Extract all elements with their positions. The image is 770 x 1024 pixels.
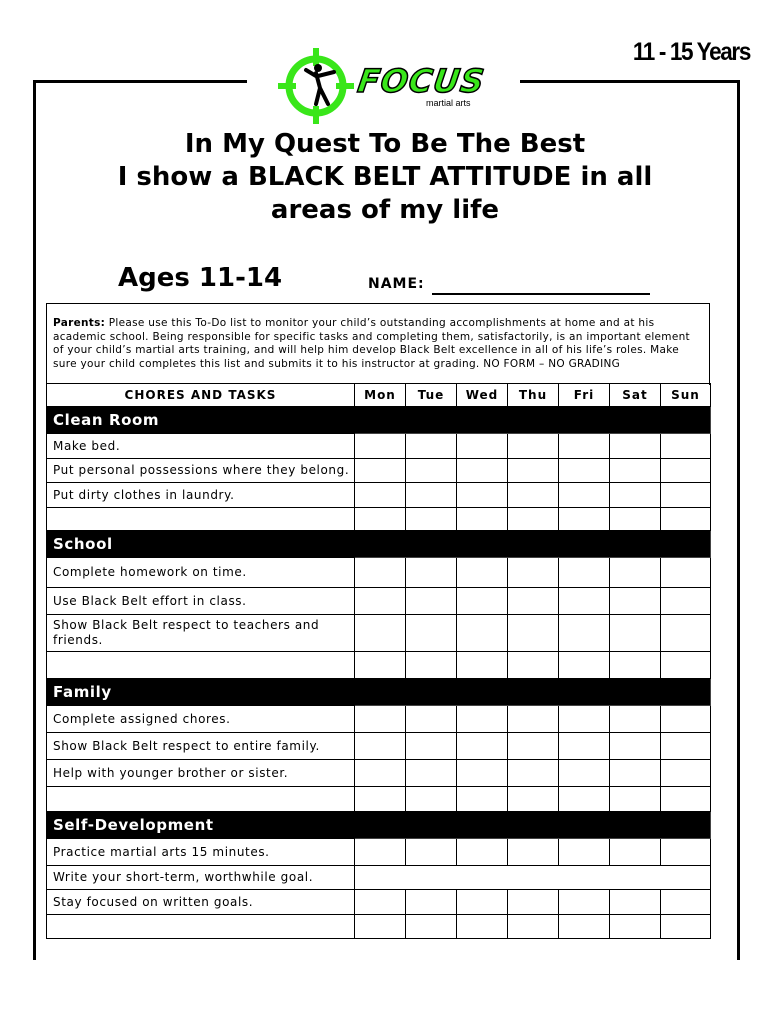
check-cell-thu[interactable]	[508, 915, 559, 939]
check-cell-fri[interactable]	[559, 839, 610, 866]
check-cell-sat[interactable]	[610, 839, 661, 866]
check-cell-wed[interactable]	[457, 558, 508, 588]
check-cell-tue[interactable]	[406, 890, 457, 915]
check-cell-sat[interactable]	[610, 615, 661, 652]
check-cell-fri[interactable]	[559, 733, 610, 760]
check-cell-sun[interactable]	[661, 915, 711, 939]
check-cell-mon[interactable]	[355, 558, 406, 588]
check-cell-tue[interactable]	[406, 508, 457, 531]
check-cell-wed[interactable]	[457, 508, 508, 531]
check-cell-sun[interactable]	[661, 787, 711, 812]
section-title: Family	[47, 679, 355, 706]
check-cell-fri[interactable]	[559, 459, 610, 483]
check-cell-wed[interactable]	[457, 706, 508, 733]
check-cell-mon[interactable]	[355, 508, 406, 531]
table-row	[47, 890, 711, 915]
check-cell-thu[interactable]	[508, 459, 559, 483]
logo-subtitle: martial arts	[426, 98, 471, 108]
frame-top-right	[520, 80, 740, 83]
section-title: Self-Development	[47, 812, 355, 839]
frame-right	[737, 80, 740, 960]
table-row	[47, 760, 711, 787]
check-cell-tue[interactable]	[406, 652, 457, 679]
name-label: NAME:	[368, 276, 425, 292]
check-cell-sun[interactable]	[661, 508, 711, 531]
day-header-mon: Mon	[355, 384, 406, 407]
headline-line-3: areas of my life	[270, 195, 500, 225]
table-row	[47, 839, 711, 866]
table-row	[47, 588, 711, 615]
check-cell-sun[interactable]	[661, 459, 711, 483]
check-cell-sat[interactable]	[610, 890, 661, 915]
check-cell-sun[interactable]	[661, 483, 711, 508]
table-row	[47, 483, 711, 508]
goal-write-area[interactable]	[355, 866, 711, 890]
table-row	[47, 915, 711, 939]
section-fill	[355, 679, 711, 706]
check-cell-mon[interactable]	[355, 483, 406, 508]
check-cell-thu[interactable]	[508, 558, 559, 588]
check-cell-sat[interactable]	[610, 483, 661, 508]
check-cell-tue[interactable]	[406, 434, 457, 459]
task-label: Complete homework on time.	[47, 558, 355, 588]
check-cell-fri[interactable]	[559, 588, 610, 615]
check-cell-fri[interactable]	[559, 652, 610, 679]
check-cell-sat[interactable]	[610, 787, 661, 812]
check-cell-sun[interactable]	[661, 839, 711, 866]
check-cell-thu[interactable]	[508, 483, 559, 508]
ages-label: Ages 11-14	[118, 263, 283, 293]
check-cell-mon[interactable]	[355, 459, 406, 483]
check-cell-tue[interactable]	[406, 915, 457, 939]
headline-line-1: In My Quest To Be The Best	[184, 129, 586, 159]
chores-table	[46, 383, 711, 939]
task-label[interactable]	[47, 787, 355, 812]
parents-instructions	[53, 317, 703, 371]
task-label: Help with younger brother or sister.	[47, 760, 355, 787]
check-cell-tue[interactable]	[406, 760, 457, 787]
check-cell-thu[interactable]	[508, 588, 559, 615]
table-row	[47, 434, 711, 459]
check-cell-sun[interactable]	[661, 890, 711, 915]
crosshair-martial-artist-icon	[276, 46, 356, 126]
parents-box-right	[709, 303, 710, 385]
task-label[interactable]	[47, 652, 355, 679]
check-cell-wed[interactable]	[457, 915, 508, 939]
task-label[interactable]	[47, 508, 355, 531]
check-cell-sun[interactable]	[661, 615, 711, 652]
check-cell-thu[interactable]	[508, 787, 559, 812]
check-cell-sun[interactable]	[661, 706, 711, 733]
section-title: School	[47, 531, 355, 558]
table-row	[47, 459, 711, 483]
parents-box-left	[46, 303, 47, 385]
check-cell-sat[interactable]	[610, 915, 661, 939]
check-cell-mon[interactable]	[355, 787, 406, 812]
check-cell-sat[interactable]	[610, 434, 661, 459]
task-label[interactable]	[47, 915, 355, 939]
task-label: Make bed.	[47, 434, 355, 459]
check-cell-thu[interactable]	[508, 733, 559, 760]
check-cell-tue[interactable]	[406, 839, 457, 866]
table-row	[47, 508, 711, 531]
table-row	[47, 615, 711, 652]
check-cell-sat[interactable]	[610, 588, 661, 615]
section-fill	[355, 812, 711, 839]
section-fill	[355, 407, 711, 434]
day-header-fri: Fri	[559, 384, 610, 407]
check-cell-sat[interactable]	[610, 652, 661, 679]
check-cell-mon[interactable]	[355, 915, 406, 939]
check-cell-thu[interactable]	[508, 508, 559, 531]
check-cell-wed[interactable]	[457, 733, 508, 760]
check-cell-sat[interactable]	[610, 706, 661, 733]
check-cell-wed[interactable]	[457, 760, 508, 787]
chores-header: CHORES AND TASKS	[47, 384, 355, 407]
headline-line-2: I show a BLACK BELT ATTITUDE in all	[117, 162, 653, 192]
table-row	[47, 652, 711, 679]
table-row	[47, 733, 711, 760]
check-cell-sat[interactable]	[610, 508, 661, 531]
check-cell-fri[interactable]	[559, 706, 610, 733]
check-cell-fri[interactable]	[559, 558, 610, 588]
frame-top-left	[33, 80, 247, 83]
check-cell-sun[interactable]	[661, 733, 711, 760]
check-cell-tue[interactable]	[406, 706, 457, 733]
check-cell-tue[interactable]	[406, 558, 457, 588]
check-cell-wed[interactable]	[457, 615, 508, 652]
check-cell-mon[interactable]	[355, 839, 406, 866]
check-cell-mon[interactable]	[355, 890, 406, 915]
check-cell-tue[interactable]	[406, 588, 457, 615]
check-cell-sun[interactable]	[661, 652, 711, 679]
check-cell-thu[interactable]	[508, 760, 559, 787]
section-row-clean-room	[47, 407, 711, 434]
check-cell-fri[interactable]	[559, 483, 610, 508]
focus-logo	[270, 48, 500, 124]
age-range-label: 11 - 15 Years	[632, 38, 750, 66]
day-header-wed: Wed	[457, 384, 508, 407]
day-header-sun: Sun	[661, 384, 711, 407]
check-cell-thu[interactable]	[508, 706, 559, 733]
check-cell-thu[interactable]	[508, 615, 559, 652]
check-cell-sun[interactable]	[661, 760, 711, 787]
parents-label: Parents:	[53, 317, 106, 329]
check-cell-sat[interactable]	[610, 459, 661, 483]
check-cell-tue[interactable]	[406, 483, 457, 508]
frame-left	[33, 80, 36, 960]
section-row-self-development	[47, 812, 711, 839]
check-cell-sat[interactable]	[610, 558, 661, 588]
check-cell-mon[interactable]	[355, 652, 406, 679]
task-label: Practice martial arts 15 minutes.	[47, 839, 355, 866]
check-cell-fri[interactable]	[559, 787, 610, 812]
table-header-row	[47, 384, 711, 407]
check-cell-fri[interactable]	[559, 434, 610, 459]
task-label: Complete assigned chores.	[47, 706, 355, 733]
table-row	[47, 706, 711, 733]
check-cell-fri[interactable]	[559, 890, 610, 915]
table-row	[47, 866, 711, 890]
check-cell-mon[interactable]	[355, 706, 406, 733]
check-cell-thu[interactable]	[508, 652, 559, 679]
check-cell-sun[interactable]	[661, 588, 711, 615]
check-cell-mon[interactable]	[355, 434, 406, 459]
check-cell-sun[interactable]	[661, 434, 711, 459]
table-row	[47, 787, 711, 812]
check-cell-wed[interactable]	[457, 483, 508, 508]
check-cell-thu[interactable]	[508, 839, 559, 866]
check-cell-wed[interactable]	[457, 652, 508, 679]
task-label: Put personal possessions where they belong.	[47, 459, 355, 483]
check-cell-sat[interactable]	[610, 733, 661, 760]
task-label: Show Black Belt respect to teachers and friends.	[47, 615, 355, 652]
check-cell-wed[interactable]	[457, 839, 508, 866]
parents-box-top	[46, 303, 710, 304]
check-cell-thu[interactable]	[508, 890, 559, 915]
check-cell-tue[interactable]	[406, 615, 457, 652]
check-cell-mon[interactable]	[355, 733, 406, 760]
table-row	[47, 558, 711, 588]
check-cell-thu[interactable]	[508, 434, 559, 459]
task-label: Write your short-term, worthwhile goal.	[47, 866, 355, 890]
check-cell-wed[interactable]	[457, 459, 508, 483]
check-cell-wed[interactable]	[457, 890, 508, 915]
section-fill	[355, 531, 711, 558]
section-row-family	[47, 679, 711, 706]
parents-text: Please use this To-Do list to monitor your child’s outstanding accomplishments at home and at his academic school. Being responsible for specific tasks and completing them, satisfactorily, is an important element of your child’s martial arts training, and will help him develop Black Belt excellence in all of his life’s roles. Make sure your child completes this list and submits it to his instructor at grading. NO FORM – NO GRADING	[53, 317, 690, 370]
logo-wordmark: FOCUS	[355, 62, 488, 100]
check-cell-tue[interactable]	[406, 733, 457, 760]
check-cell-tue[interactable]	[406, 787, 457, 812]
task-label: Put dirty clothes in laundry.	[47, 483, 355, 508]
task-label: Stay focused on written goals.	[47, 890, 355, 915]
name-field-line[interactable]	[432, 293, 650, 295]
check-cell-mon[interactable]	[355, 588, 406, 615]
check-cell-sun[interactable]	[661, 558, 711, 588]
task-label: Use Black Belt effort in class.	[47, 588, 355, 615]
day-header-tue: Tue	[406, 384, 457, 407]
check-cell-wed[interactable]	[457, 787, 508, 812]
check-cell-tue[interactable]	[406, 459, 457, 483]
check-cell-wed[interactable]	[457, 434, 508, 459]
check-cell-wed[interactable]	[457, 588, 508, 615]
check-cell-fri[interactable]	[559, 508, 610, 531]
section-title: Clean Room	[47, 407, 355, 434]
check-cell-fri[interactable]	[559, 760, 610, 787]
check-cell-fri[interactable]	[559, 615, 610, 652]
check-cell-mon[interactable]	[355, 760, 406, 787]
day-header-thu: Thu	[508, 384, 559, 407]
section-row-school	[47, 531, 711, 558]
headline	[40, 128, 730, 227]
day-header-sat: Sat	[610, 384, 661, 407]
check-cell-fri[interactable]	[559, 915, 610, 939]
check-cell-sat[interactable]	[610, 760, 661, 787]
check-cell-mon[interactable]	[355, 615, 406, 652]
task-label: Show Black Belt respect to entire family.	[47, 733, 355, 760]
